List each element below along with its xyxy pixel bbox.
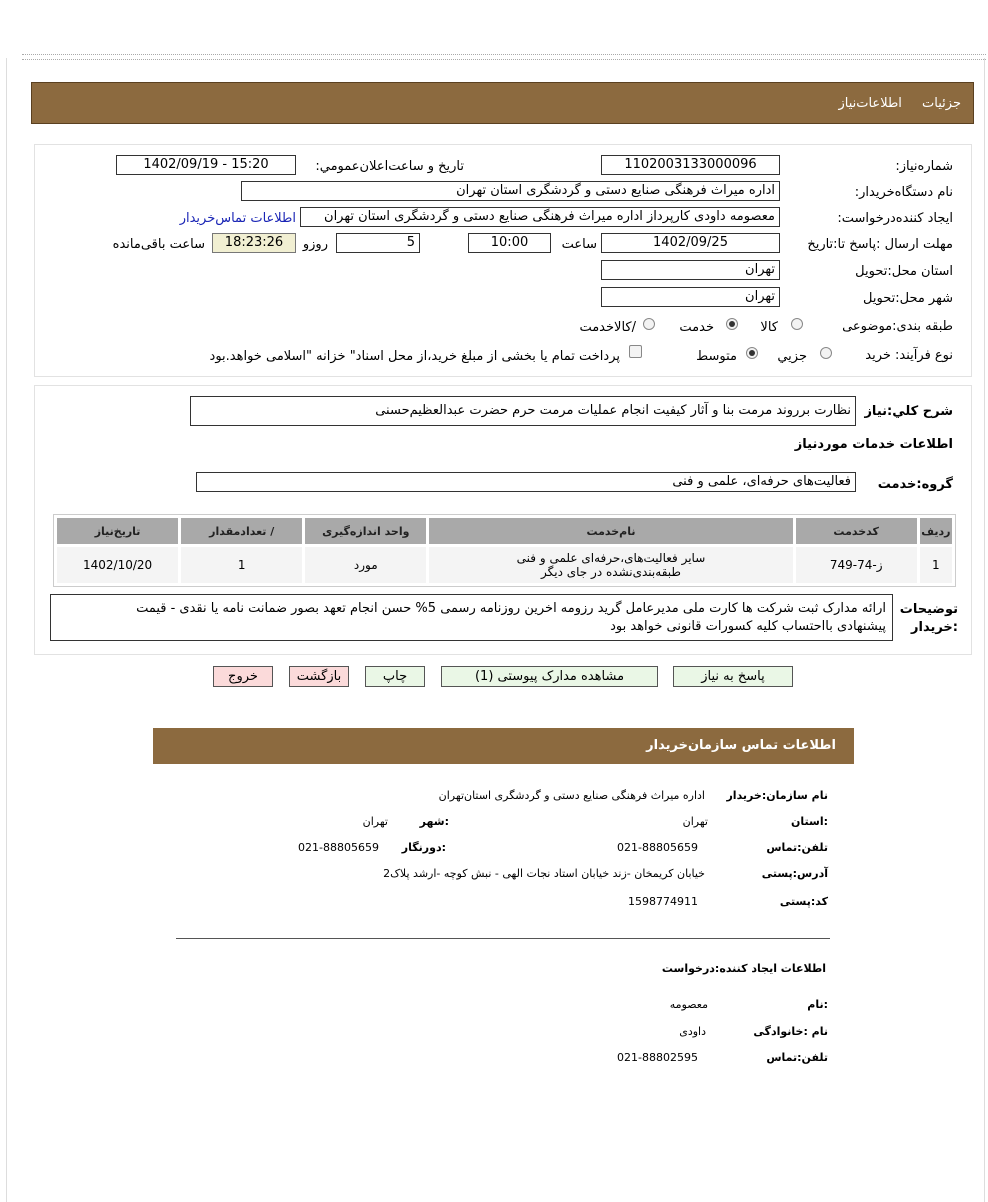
creator-family-label: نام :خانوادگی <box>753 1025 828 1038</box>
cell-service-name <box>429 547 792 583</box>
process-minor-label: جزیي <box>777 349 807 364</box>
creator-phone-label: تلفن:تماس <box>766 1051 828 1064</box>
deadline-label: مهلت ارسال :پاسخ تا:تاریخ <box>807 237 953 252</box>
buyer-notes-label-2: :خریدار <box>911 620 958 635</box>
contact-postal-value: 1598774911 <box>628 895 698 908</box>
category-service-label: خدمت <box>679 320 714 335</box>
delivery-city-label: شهر محل:تحویل <box>863 291 953 306</box>
cell-row: 1 <box>920 547 952 583</box>
col-service-name: نام‌خدمت <box>429 518 792 544</box>
category-label: طبقه بندی:موضوعی <box>842 319 953 334</box>
col-unit: واحد اندازه‌گیری <box>305 518 426 544</box>
col-need-date: تاریخ‌نیاز <box>57 518 178 544</box>
category-goods-service-label: /کالاخدمت <box>579 320 636 335</box>
right-border <box>984 58 985 1202</box>
buyer-notes-line2: پیشنهادی بااحتساب کلیه کسورات قانونی خواهد بود <box>610 619 886 634</box>
col-service-code: کدخدمت <box>796 518 917 544</box>
category-goods-service-radio[interactable] <box>643 318 655 330</box>
header-bar <box>31 82 974 124</box>
remaining-time-field: 18:23:26 <box>212 233 296 253</box>
delivery-province-field: تهران <box>601 260 780 280</box>
table-row <box>57 547 952 583</box>
service-name-line1: سایر فعالیت‌های،حرفه‌ای علمی و فنی <box>516 551 706 565</box>
buyer-notes-label: توضیحات <box>899 602 958 617</box>
contact-fax-value: 021-88805659 <box>298 841 379 854</box>
top-dotted-divider <box>22 54 986 60</box>
contact-address-label: آدرس:پستی <box>761 867 828 880</box>
col-quantity: / تعدادمقدار <box>181 518 302 544</box>
treasury-payment-note: پرداخت تمام یا بخشی از مبلغ خرید،از محل اسناد" خزانه "اسلامی خواهد.بود <box>209 349 620 364</box>
cell-quantity: 1 <box>181 547 302 583</box>
category-goods-radio[interactable] <box>791 318 803 330</box>
remaining-time-label: ساعت باقی‌مانده <box>112 237 205 252</box>
process-medium-label: متوسط <box>696 349 737 364</box>
contact-title: اطلاعات تماس سازمان‌خریدار <box>646 738 836 753</box>
tab-need-info[interactable]: اطلاعات‌نیاز <box>838 96 902 111</box>
creator-field: معصومه داودی کارپرداز اداره میراث فرهنگی صنایع دستی و گردشگری استان تهران <box>300 207 780 227</box>
cell-need-date: 1402/10/20 <box>57 547 178 583</box>
cell-unit: مورد <box>305 547 426 583</box>
delivery-province-label: استان محل:تحویل <box>855 264 953 279</box>
process-minor-radio[interactable] <box>820 347 832 359</box>
reply-button[interactable]: پاسخ به نیاز <box>673 666 793 687</box>
buyer-org-field: اداره میراث فرهنگی صنایع دستی و گردشگری استان تهران <box>241 181 780 201</box>
col-row: ردیف <box>920 518 952 544</box>
cell-service-code: ز-74-749 <box>796 547 917 583</box>
buyer-contact-link[interactable]: اطلاعات تماس‌خریدار <box>179 211 296 226</box>
creator-label: ایجاد کننده‌درخواست: <box>837 211 953 226</box>
section-divider <box>176 938 830 939</box>
contact-fax-label: :دورنگار <box>401 841 446 854</box>
deadline-time-field: 10:00 <box>468 233 551 253</box>
process-type-label: نوع فرآیند: خرید <box>865 348 953 363</box>
back-button[interactable]: بازگشت <box>289 666 349 687</box>
contact-postal-label: کد:پستی <box>779 895 828 908</box>
contact-city-label: :شهر <box>419 815 449 828</box>
buyer-notes-box <box>50 594 893 641</box>
process-medium-radio[interactable] <box>746 347 758 359</box>
general-description-field: نظارت برروند مرمت بنا و آثار کیفیت انجام عملیات مرمت حرم حضرت عبدالعظیم‌حسنی <box>190 396 856 426</box>
creator-family-value: داودی <box>679 1025 706 1038</box>
need-number-label: شماره‌نیاز: <box>895 159 953 174</box>
exit-button[interactable]: خروج <box>213 666 273 687</box>
days-label: روزو <box>302 237 328 252</box>
category-service-radio[interactable] <box>726 318 738 330</box>
contact-header-bar <box>153 728 854 764</box>
announce-date-label: تاریخ و ساعت‌اعلان‌عمومي: <box>315 159 464 174</box>
contact-org-label: نام سازمان:خریدار <box>726 789 828 802</box>
need-info-panel <box>34 144 972 377</box>
remaining-days-field: 5 <box>336 233 420 253</box>
tab-details[interactable]: جزئیات <box>922 96 961 111</box>
buyer-org-label: نام دستگاه‌خریدار: <box>854 185 953 200</box>
creator-info-title: اطلاعات ایجاد کننده:درخواست <box>661 962 826 975</box>
contact-province-label: :استان <box>791 815 828 828</box>
left-border <box>6 58 7 1202</box>
contact-org-value: اداره میراث فرهنگی صنایع دستی و گردشگری استان‌تهران <box>438 789 705 802</box>
delivery-city-field: تهران <box>601 287 780 307</box>
deadline-time-label: ساعت <box>561 237 597 252</box>
service-name-line2: طبقه‌بندی‌نشده در جای دیگر <box>541 565 681 579</box>
contact-city-value: تهران <box>362 815 388 828</box>
announce-date-field: 1402/09/19 - 15:20 <box>116 155 296 175</box>
creator-name-value: معصومه <box>669 998 708 1011</box>
service-group-label: گروه:خدمت <box>877 477 953 492</box>
deadline-date-field: 1402/09/25 <box>601 233 780 253</box>
services-table <box>53 514 956 587</box>
need-number-field: 1102003133000096 <box>601 155 780 175</box>
general-description-label: شرح کلي:نیاز <box>864 404 953 419</box>
category-goods-label: کالا <box>760 320 778 335</box>
contact-phone-value: 021-88805659 <box>617 841 698 854</box>
treasury-payment-checkbox[interactable] <box>629 345 642 358</box>
service-group-field: فعالیت‌های حرفه‌ای، علمی و فنی <box>196 472 856 492</box>
creator-name-label: :نام <box>807 998 828 1011</box>
view-attachments-button[interactable]: مشاهده مدارک پیوستی (1) <box>441 666 658 687</box>
contact-phone-label: تلفن:تماس <box>766 841 828 854</box>
services-title: اطلاعات خدمات موردنیاز <box>794 437 953 452</box>
creator-phone-value: 021-88802595 <box>617 1051 698 1064</box>
print-button[interactable]: چاپ <box>365 666 425 687</box>
contact-province-value: تهران <box>682 815 708 828</box>
contact-address-value: خیابان کریمخان -زند خیابان استاد نجات الهی - نبش کوچه -ارشد پلاک2 <box>383 867 705 880</box>
buyer-notes-line1: ارائه مدارک ثبت شرکت ها کارت ملی مدیرعامل گرید رزومه اخرین روزنامه رسمی 5% حسن انجام تعهد بصور ضمانت نامه یا نقدی - قیمت <box>136 601 886 616</box>
